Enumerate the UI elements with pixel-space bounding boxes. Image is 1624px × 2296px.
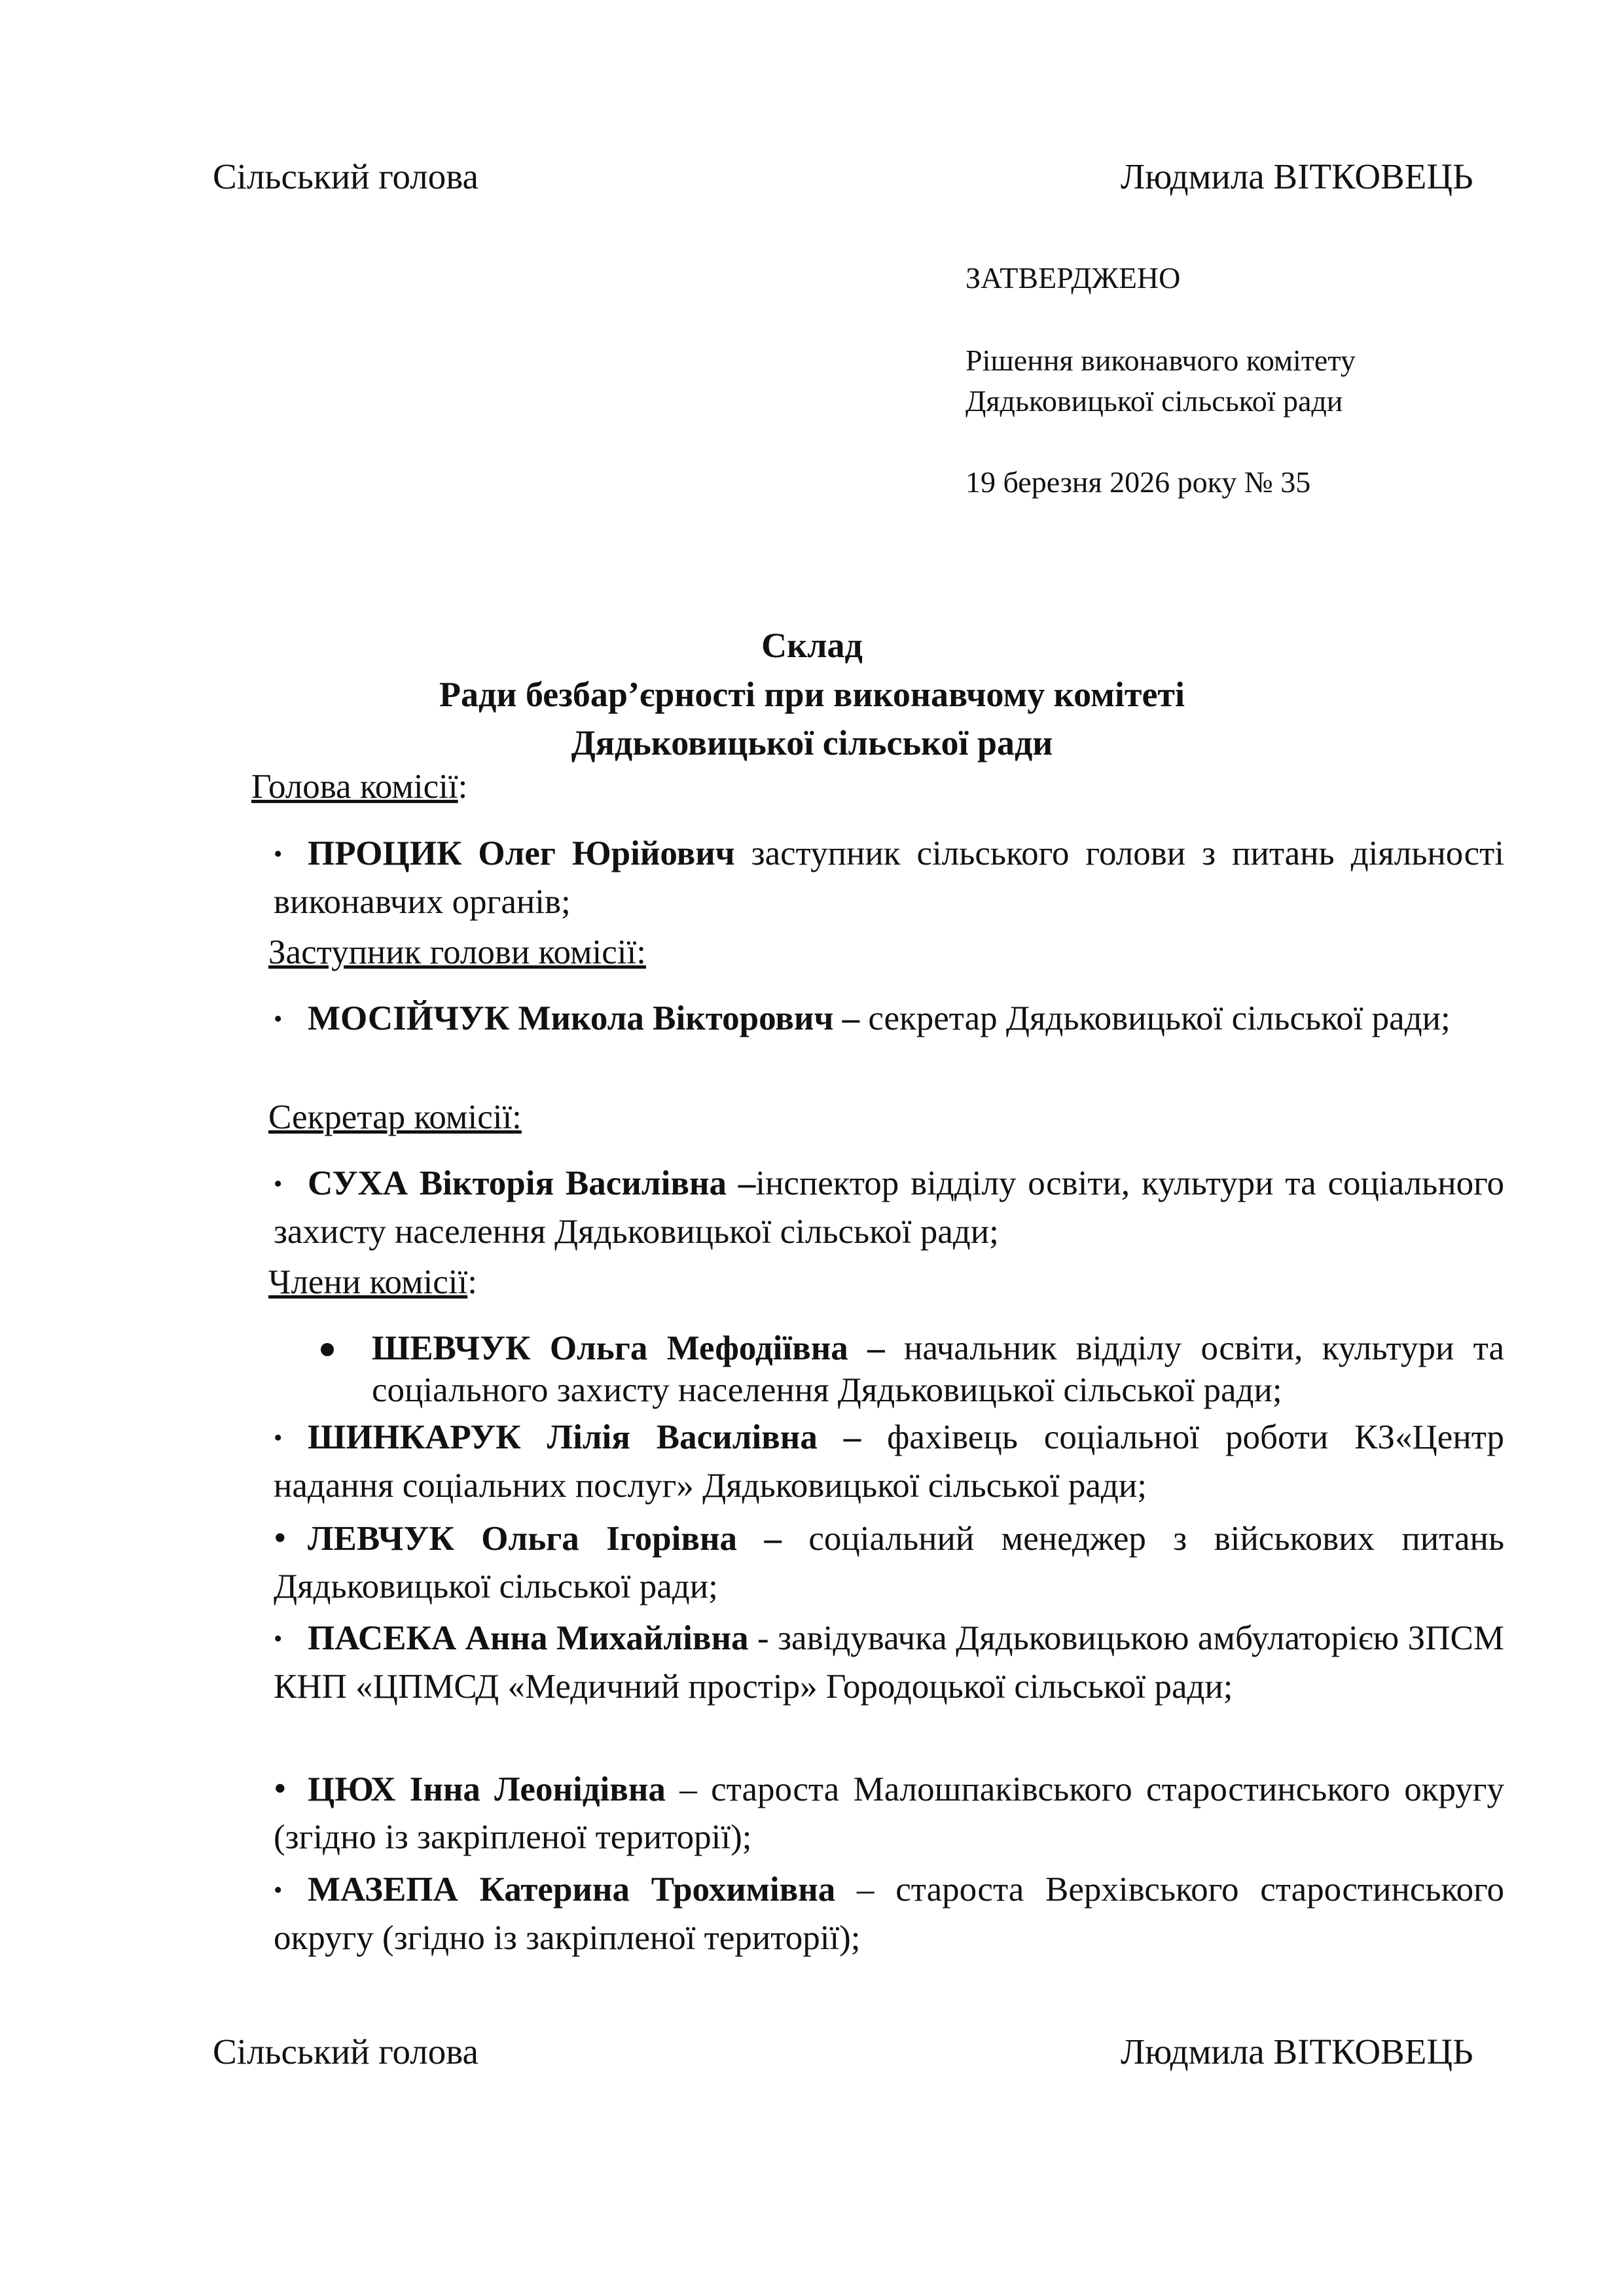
approval-block — [965, 258, 1356, 503]
entry-text: фахівець соціальної роботи КЗ«Центр надання соціальних послуг» Дядьковицької сільської ради; — [274, 1418, 1505, 1505]
bullet-icon: • — [274, 1625, 283, 1653]
entry-paseka — [274, 1615, 1504, 1711]
entry-text: - завідувачка Дядьковицькою амбулаторією ЗПСМ КНП «ЦПМСД «Медичний простір» Городоцької сільської ради; — [274, 1619, 1504, 1706]
entry-text: начальник відділу освіти, культури та соціального захисту населення Дядьковицької сільської ради; — [372, 1329, 1504, 1409]
title-line-1: Склад — [761, 626, 863, 665]
approval-line-1: Рішення виконавчого комітету — [965, 344, 1356, 377]
bottom-signature-position: Сільський голова — [213, 2032, 478, 2072]
entry-text: – староста Малошпаківського старостинського округу (згідно із закріпленої території); — [274, 1770, 1504, 1856]
entry-levchuk — [274, 1515, 1504, 1611]
title-line-2: Ради безбар’єрності при виконавчому комітеті — [439, 675, 1185, 714]
bullet-icon: • — [274, 840, 283, 868]
bullet-icon: • — [274, 1170, 283, 1198]
entry-text: соціальний менеджер з військових питань Дядьковицької сільської ради; — [274, 1520, 1505, 1605]
approval-line-2: Дядьковицької сільської ради — [965, 384, 1343, 418]
entry-name: ШЕВЧУК Ольга Мефодіївна – — [372, 1329, 885, 1367]
role-deputy: Заступник голови комісії: — [268, 933, 646, 971]
role-members-label: Члени комісії — [268, 1263, 468, 1301]
approval-date: 19 березня 2026 року № 35 — [965, 465, 1311, 499]
entry-text: секретар Дядьковицької сільської ради; — [859, 999, 1451, 1037]
entry-text: інспектор відділу освіти, культури та соціального захисту населення Дядьковицької сільської ради; — [274, 1164, 1504, 1251]
approval-stamp: ЗАТВЕРДЖЕНО — [965, 261, 1181, 295]
role-secretary: Секретар комісії: — [268, 1098, 522, 1136]
role-head — [251, 767, 467, 806]
role-head-label: Голова комісії — [251, 768, 458, 806]
entry-name: ЦЮХ Інна Леонідівна — [308, 1770, 666, 1808]
entry-shevchuk — [372, 1327, 1504, 1411]
entry-shynkaruk — [274, 1414, 1504, 1510]
title-line-3: Дядьковицької сільської ради — [571, 723, 1053, 762]
entry-name: ПАСЕКА Анна Михайлівна — [308, 1619, 749, 1657]
bullet-dot-icon — [321, 1343, 334, 1356]
bullet-icon: • — [274, 1424, 283, 1452]
entry-protsyk — [274, 830, 1504, 926]
top-signature-name: Людмила ВІТКОВЕЦЬ — [1121, 156, 1473, 196]
entry-name: МОСІЙЧУК Микола Вікторович – — [308, 999, 860, 1037]
entry-text: – староста Верхівського старостинського округу (згідно із закріпленої території); — [274, 1871, 1504, 1957]
entry-name: ЛЕВЧУК Ольга Ігорівна – — [308, 1520, 782, 1558]
entry-name: СУХА Вікторія Василівна – — [308, 1164, 756, 1202]
entry-mosiychuk — [274, 995, 1504, 1043]
bottom-signature-name: Людмила ВІТКОВЕЦЬ — [1121, 2032, 1473, 2072]
role-members-colon: : — [467, 1263, 477, 1301]
entry-sukha — [274, 1160, 1504, 1256]
entry-tsiukh — [274, 1765, 1504, 1861]
entry-name: ПРОЦИК Олег Юрійович — [308, 834, 735, 872]
role-head-colon: : — [458, 768, 468, 806]
bullet-icon: • — [274, 1768, 287, 1809]
role-members — [268, 1263, 477, 1302]
bullet-icon: • — [274, 1876, 283, 1904]
entry-name: МАЗЕПА Катерина Трохимівна — [308, 1871, 836, 1909]
entry-mazepa — [274, 1866, 1504, 1962]
entry-name: ШИНКАРУК Лілія Василівна – — [308, 1418, 861, 1456]
bullet-icon: • — [274, 1518, 287, 1558]
entry-text: заступник сільського голови з питань діяльності виконавчих органів; — [274, 834, 1505, 921]
top-signature-position: Сільський голова — [213, 156, 478, 196]
bullet-icon: • — [274, 1005, 283, 1033]
